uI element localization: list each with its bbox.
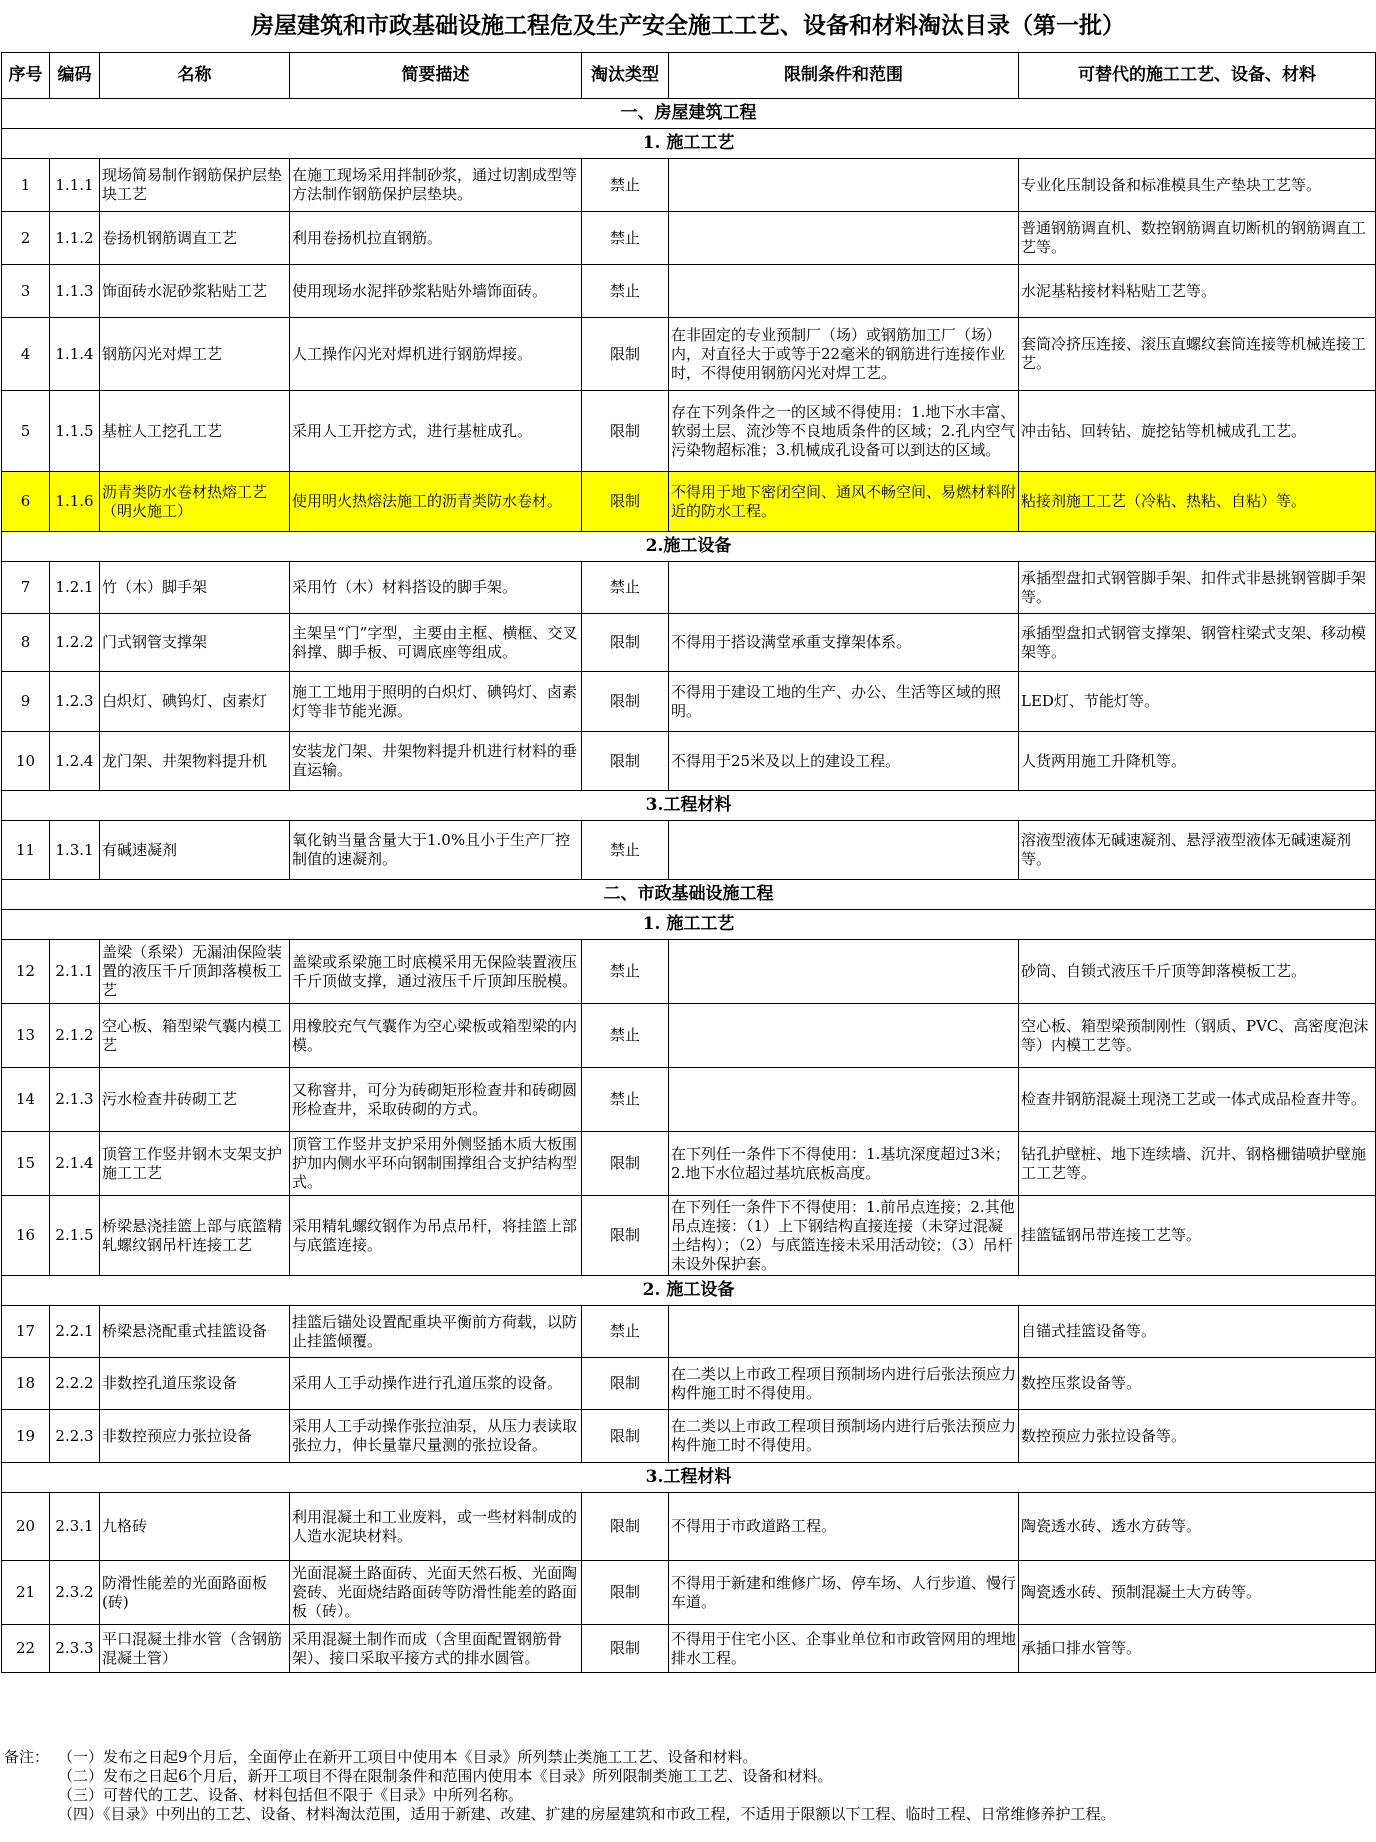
group-heading: 2. 施工设备 xyxy=(2,1276,1376,1306)
table-row xyxy=(2,672,1376,732)
cell-alt: 普通钢筋调直机、数控钢筋调直切断机的钢筋调直工艺等。 xyxy=(1019,212,1376,265)
table-row xyxy=(2,562,1376,614)
cell-desc: 用橡胶充气气囊作为空心梁板或箱型梁的内模。 xyxy=(290,1004,582,1068)
group-row xyxy=(2,910,1376,940)
section-heading: 一、房屋建筑工程 xyxy=(2,99,1376,129)
cell-alt: 专业化压制设备和标准模具生产垫块工艺等。 xyxy=(1019,159,1376,212)
cell-name: 平口混凝土排水管（含钢筋混凝土管） xyxy=(100,1625,290,1673)
cell-no: 20 xyxy=(2,1493,50,1561)
cell-desc: 采用精轧螺纹钢作为吊点吊杆，将挂篮上部与底篮连接。 xyxy=(290,1196,582,1276)
cell-alt: 冲击钻、回转钻、旋挖钻等机械成孔工艺。 xyxy=(1019,391,1376,472)
cell-no: 5 xyxy=(2,391,50,472)
cell-limit xyxy=(669,159,1019,212)
table-row xyxy=(2,1625,1376,1673)
cell-type: 限制 xyxy=(582,614,669,672)
cell-type: 禁止 xyxy=(582,212,669,265)
cell-no: 8 xyxy=(2,614,50,672)
cell-name: 桥梁悬浇配重式挂篮设备 xyxy=(100,1306,290,1358)
cell-code: 1.1.6 xyxy=(50,472,100,532)
section-row xyxy=(2,99,1376,129)
cell-type: 限制 xyxy=(582,1132,669,1196)
cell-name: 龙门架、井架物料提升机 xyxy=(100,732,290,791)
cell-limit: 在非固定的专业预制厂（场）或钢筋加工厂（场）内，对直径大于或等于22毫米的钢筋进行连接作业时，不得使用钢筋闪光对焊工艺。 xyxy=(669,318,1019,391)
cell-type: 限制 xyxy=(582,1410,669,1463)
table-row xyxy=(2,1132,1376,1196)
cell-limit xyxy=(669,265,1019,318)
note-item: （一）发布之日起9个月后，全面停止在新开工项目中使用本《目录》所列禁止类施工工艺、设备和材料。 xyxy=(58,1748,758,1766)
cell-type: 限制 xyxy=(582,672,669,732)
cell-type: 禁止 xyxy=(582,265,669,318)
group-heading: 3.工程材料 xyxy=(2,791,1376,821)
cell-type: 禁止 xyxy=(582,562,669,614)
cell-code: 1.1.3 xyxy=(50,265,100,318)
table-row xyxy=(2,1358,1376,1410)
cell-no: 2 xyxy=(2,212,50,265)
cell-desc: 光面混凝土路面砖、光面天然石板、光面陶瓷砖、光面烧结路面砖等防滑性能差的路面板（砖）。 xyxy=(290,1561,582,1625)
table-row xyxy=(2,1493,1376,1561)
cell-name: 污水检查井砖砌工艺 xyxy=(100,1068,290,1132)
cell-type: 禁止 xyxy=(582,821,669,880)
cell-code: 1.1.5 xyxy=(50,391,100,472)
cell-no: 11 xyxy=(2,821,50,880)
cell-desc: 安装龙门架、井架物料提升机进行材料的垂直运输。 xyxy=(290,732,582,791)
cell-desc: 使用明火热熔法施工的沥青类防水卷材。 xyxy=(290,472,582,532)
note-item: （二）发布之日起6个月后，新开工项目不得在限制条件和范围内使用本《目录》所列限制类施工工艺、设备和材料。 xyxy=(58,1767,833,1785)
table-row xyxy=(2,1196,1376,1276)
cell-no: 22 xyxy=(2,1625,50,1673)
cell-type: 禁止 xyxy=(582,1004,669,1068)
cell-name: 门式钢管支撑架 xyxy=(100,614,290,672)
cell-limit xyxy=(669,1004,1019,1068)
cell-no: 3 xyxy=(2,265,50,318)
cell-limit: 不得用于地下密闭空间、通风不畅空间、易燃材料附近的防水工程。 xyxy=(669,472,1019,532)
cell-no: 15 xyxy=(2,1132,50,1196)
table-row xyxy=(2,821,1376,880)
table-row xyxy=(2,391,1376,472)
cell-type: 禁止 xyxy=(582,159,669,212)
cell-type: 限制 xyxy=(582,732,669,791)
header-no: 序号 xyxy=(2,53,50,99)
cell-no: 6 xyxy=(2,472,50,532)
cell-desc: 人工操作闪光对焊机进行钢筋焊接。 xyxy=(290,318,582,391)
table-row xyxy=(2,614,1376,672)
cell-code: 2.1.5 xyxy=(50,1196,100,1276)
section-row xyxy=(2,880,1376,910)
header-desc: 简要描述 xyxy=(290,53,582,99)
notes xyxy=(4,1748,1372,1824)
cell-alt: 数控压浆设备等。 xyxy=(1019,1358,1376,1410)
cell-code: 2.3.2 xyxy=(50,1561,100,1625)
table-row xyxy=(2,732,1376,791)
header-limit: 限制条件和范围 xyxy=(669,53,1019,99)
group-row xyxy=(2,532,1376,562)
table-row xyxy=(2,318,1376,391)
cell-code: 2.3.1 xyxy=(50,1493,100,1561)
cell-alt: 套筒冷挤压连接、滚压直螺纹套筒连接等机械连接工艺。 xyxy=(1019,318,1376,391)
cell-no: 4 xyxy=(2,318,50,391)
cell-alt: 自锚式挂篮设备等。 xyxy=(1019,1306,1376,1358)
cell-type: 限制 xyxy=(582,318,669,391)
cell-desc: 利用卷扬机拉直钢筋。 xyxy=(290,212,582,265)
cell-alt: 溶液型液体无碱速凝剂、悬浮液型液体无碱速凝剂等。 xyxy=(1019,821,1376,880)
cell-code: 1.2.3 xyxy=(50,672,100,732)
cell-limit xyxy=(669,562,1019,614)
table-row xyxy=(2,159,1376,212)
group-row xyxy=(2,791,1376,821)
cell-code: 1.1.4 xyxy=(50,318,100,391)
cell-code: 1.1.2 xyxy=(50,212,100,265)
cell-code: 2.1.4 xyxy=(50,1132,100,1196)
cell-name: 顶管工作竖井钢木支架支护施工工艺 xyxy=(100,1132,290,1196)
table-row xyxy=(2,940,1376,1004)
cell-desc: 采用竹（木）材料搭设的脚手架。 xyxy=(290,562,582,614)
group-heading: 1. 施工工艺 xyxy=(2,129,1376,159)
cell-limit: 存在下列条件之一的区域不得使用：1.地下水丰富、软弱土层、流沙等不良地质条件的区域；2.孔内空气污染物超标准；3.机械成孔设备可以到达的区域。 xyxy=(669,391,1019,472)
cell-desc: 盖梁或系梁施工时底模采用无保险装置液压千斤顶做支撑，通过液压千斤顶卸压脱模。 xyxy=(290,940,582,1004)
cell-desc: 氧化钠当量含量大于1.0%且小于生产厂控制值的速凝剂。 xyxy=(290,821,582,880)
header-row xyxy=(2,53,1376,99)
cell-type: 限制 xyxy=(582,1625,669,1673)
section-heading: 二、市政基础设施工程 xyxy=(2,880,1376,910)
cell-name: 白炽灯、碘钨灯、卤素灯 xyxy=(100,672,290,732)
cell-code: 2.1.2 xyxy=(50,1004,100,1068)
cell-desc: 采用混凝土制作而成（含里面配置钢筋骨架）、接口采取平接方式的排水圆管。 xyxy=(290,1625,582,1673)
cell-no: 19 xyxy=(2,1410,50,1463)
cell-limit xyxy=(669,1306,1019,1358)
cell-type: 限制 xyxy=(582,391,669,472)
cell-code: 2.3.3 xyxy=(50,1625,100,1673)
cell-name: 钢筋闪光对焊工艺 xyxy=(100,318,290,391)
cell-alt: 承插型盘扣式钢管支撑架、钢管柱梁式支架、移动模架等。 xyxy=(1019,614,1376,672)
cell-type: 限制 xyxy=(582,1561,669,1625)
cell-limit: 在下列任一条件下不得使用：1.前吊点连接；2.其他吊点连接：（1）上下钢结构直接连接（未穿过混凝土结构）；（2）与底篮连接未采用活动铰；（3）吊杆未设外保护套。 xyxy=(669,1196,1019,1276)
note-item: （三）可替代的工艺、设备、材料包括但不限于《目录》中所列名称。 xyxy=(58,1786,524,1804)
cell-name: 基桩人工挖孔工艺 xyxy=(100,391,290,472)
header-type: 淘汰类型 xyxy=(582,53,669,99)
cell-desc: 挂篮后锚处设置配重块平衡前方荷载，以防止挂篮倾覆。 xyxy=(290,1306,582,1358)
cell-name: 卷扬机钢筋调直工艺 xyxy=(100,212,290,265)
table-row xyxy=(2,212,1376,265)
cell-type: 禁止 xyxy=(582,1306,669,1358)
cell-alt: LED灯、节能灯等。 xyxy=(1019,672,1376,732)
group-heading: 2.施工设备 xyxy=(2,532,1376,562)
cell-desc: 顶管工作竖井支护采用外侧竖插木质大板围护加内侧水平环向钢制围撑组合支护结构型式。 xyxy=(290,1132,582,1196)
notes-label: 备注： xyxy=(4,1748,50,1766)
cell-name: 饰面砖水泥砂浆粘贴工艺 xyxy=(100,265,290,318)
cell-alt: 钻孔护壁桩、地下连续墙、沉井、钢格栅锚喷护壁施工工艺等。 xyxy=(1019,1132,1376,1196)
cell-name: 非数控孔道压浆设备 xyxy=(100,1358,290,1410)
cell-limit xyxy=(669,940,1019,1004)
cell-desc: 在施工现场采用拌制砂浆，通过切割成型等方法制作钢筋保护层垫块。 xyxy=(290,159,582,212)
header-name: 名称 xyxy=(100,53,290,99)
cell-code: 1.2.4 xyxy=(50,732,100,791)
cell-alt: 水泥基粘接材料粘贴工艺等。 xyxy=(1019,265,1376,318)
cell-limit: 不得用于新建和维修广场、停车场、人行步道、慢行车道。 xyxy=(669,1561,1019,1625)
table-row xyxy=(2,1410,1376,1463)
cell-name: 有碱速凝剂 xyxy=(100,821,290,880)
cell-alt: 空心板、箱型梁预制刚性（钢质、PVC、高密度泡沫等）内模工艺等。 xyxy=(1019,1004,1376,1068)
cell-desc: 利用混凝土和工业废料，或一些材料制成的人造水泥块材料。 xyxy=(290,1493,582,1561)
cell-limit: 不得用于建设工地的生产、办公、生活等区域的照明。 xyxy=(669,672,1019,732)
cell-alt: 挂篮锰钢吊带连接工艺等。 xyxy=(1019,1196,1376,1276)
cell-limit: 在二类以上市政工程项目预制场内进行后张法预应力构件施工时不得使用。 xyxy=(669,1358,1019,1410)
cell-no: 14 xyxy=(2,1068,50,1132)
cell-code: 2.2.3 xyxy=(50,1410,100,1463)
cell-desc: 施工工地用于照明的白炽灯、碘钨灯、卤素灯等非节能光源。 xyxy=(290,672,582,732)
cell-limit: 在下列任一条件下不得使用：1.基坑深度超过3米；2.地下水位超过基坑底板高度。 xyxy=(669,1132,1019,1196)
cell-type: 限制 xyxy=(582,1493,669,1561)
header-alt: 可替代的施工工艺、设备、材料 xyxy=(1019,53,1376,99)
cell-no: 12 xyxy=(2,940,50,1004)
cell-alt: 砂筒、自锁式液压千斤顶等卸落模板工艺。 xyxy=(1019,940,1376,1004)
cell-alt: 承插口排水管等。 xyxy=(1019,1625,1376,1673)
cell-limit: 不得用于搭设满堂承重支撑架体系。 xyxy=(669,614,1019,672)
group-heading: 3.工程材料 xyxy=(2,1463,1376,1493)
cell-code: 1.1.1 xyxy=(50,159,100,212)
cell-limit: 不得用于市政道路工程。 xyxy=(669,1493,1019,1561)
cell-desc: 采用人工手动操作张拉油泵，从压力表读取张拉力，伸长量靠尺量测的张拉设备。 xyxy=(290,1410,582,1463)
table-row xyxy=(2,1306,1376,1358)
cell-name: 防滑性能差的光面路面板(砖) xyxy=(100,1561,290,1625)
table-row xyxy=(2,1004,1376,1068)
cell-code: 1.2.2 xyxy=(50,614,100,672)
group-row xyxy=(2,1463,1376,1493)
cell-alt: 检查井钢筋混凝土现浇工艺或一体式成品检查井等。 xyxy=(1019,1068,1376,1132)
cell-desc: 使用现场水泥拌砂浆粘贴外墙饰面砖。 xyxy=(290,265,582,318)
cell-no: 21 xyxy=(2,1561,50,1625)
cell-type: 限制 xyxy=(582,472,669,532)
cell-name: 非数控预应力张拉设备 xyxy=(100,1410,290,1463)
cell-limit: 不得用于住宅小区、企事业单位和市政管网用的埋地排水工程。 xyxy=(669,1625,1019,1673)
table-row xyxy=(2,265,1376,318)
cell-name: 九格砖 xyxy=(100,1493,290,1561)
cell-name: 盖梁（系梁）无漏油保险装置的液压千斤顶卸落模板工艺 xyxy=(100,940,290,1004)
cell-type: 限制 xyxy=(582,1196,669,1276)
cell-limit xyxy=(669,1068,1019,1132)
cell-desc: 又称窨井，可分为砖砌矩形检查井和砖砌圆形检查井，采取砖砌的方式。 xyxy=(290,1068,582,1132)
table-row xyxy=(2,1068,1376,1132)
cell-limit: 不得用于25米及以上的建设工程。 xyxy=(669,732,1019,791)
cell-no: 10 xyxy=(2,732,50,791)
cell-no: 1 xyxy=(2,159,50,212)
cell-alt: 承插型盘扣式钢管脚手架、扣件式非悬挑钢管脚手架等。 xyxy=(1019,562,1376,614)
cell-alt: 陶瓷透水砖、预制混凝土大方砖等。 xyxy=(1019,1561,1376,1625)
cell-alt: 人货两用施工升降机等。 xyxy=(1019,732,1376,791)
cell-code: 2.2.2 xyxy=(50,1358,100,1410)
cell-name: 桥梁悬浇挂篮上部与底篮精轧螺纹钢吊杆连接工艺 xyxy=(100,1196,290,1276)
cell-code: 2.1.1 xyxy=(50,940,100,1004)
cell-name: 沥青类防水卷材热熔工艺（明火施工） xyxy=(100,472,290,532)
cell-type: 限制 xyxy=(582,1358,669,1410)
cell-alt: 粘接剂施工工艺（冷粘、热粘、自粘）等。 xyxy=(1019,472,1376,532)
group-heading: 1. 施工工艺 xyxy=(2,910,1376,940)
catalog-table xyxy=(1,52,1376,1673)
cell-code: 2.1.3 xyxy=(50,1068,100,1132)
cell-name: 竹（木）脚手架 xyxy=(100,562,290,614)
cell-name: 空心板、箱型梁气囊内模工艺 xyxy=(100,1004,290,1068)
cell-name: 现场简易制作钢筋保护层垫块工艺 xyxy=(100,159,290,212)
cell-type: 禁止 xyxy=(582,1068,669,1132)
cell-limit: 在二类以上市政工程项目预制场内进行后张法预应力构件施工时不得使用。 xyxy=(669,1410,1019,1463)
cell-code: 1.2.1 xyxy=(50,562,100,614)
group-row xyxy=(2,129,1376,159)
cell-no: 17 xyxy=(2,1306,50,1358)
table-row xyxy=(2,1561,1376,1625)
cell-desc: 采用人工手动操作进行孔道压浆的设备。 xyxy=(290,1358,582,1410)
cell-code: 1.3.1 xyxy=(50,821,100,880)
cell-no: 9 xyxy=(2,672,50,732)
header-code: 编码 xyxy=(50,53,100,99)
cell-alt: 陶瓷透水砖、透水方砖等。 xyxy=(1019,1493,1376,1561)
note-item: （四）《目录》中列出的工艺、设备、材料淘汰范围，适用于新建、改建、扩建的房屋建筑和市政工程，不适用于限额以下工程、临时工程、日常维修养护工程。 xyxy=(58,1805,1116,1823)
cell-no: 13 xyxy=(2,1004,50,1068)
cell-alt: 数控预应力张拉设备等。 xyxy=(1019,1410,1376,1463)
cell-type: 禁止 xyxy=(582,940,669,1004)
cell-no: 18 xyxy=(2,1358,50,1410)
cell-limit xyxy=(669,212,1019,265)
cell-no: 16 xyxy=(2,1196,50,1276)
cell-desc: 主架呈“门”字型，主要由主框、横框、交叉斜撑、脚手板、可调底座等组成。 xyxy=(290,614,582,672)
cell-no: 7 xyxy=(2,562,50,614)
cell-limit xyxy=(669,821,1019,880)
cell-desc: 采用人工开挖方式，进行基桩成孔。 xyxy=(290,391,582,472)
page-title: 房屋建筑和市政基础设施工程危及生产安全施工工艺、设备和材料淘汰目录（第一批） xyxy=(251,12,1125,39)
group-row xyxy=(2,1276,1376,1306)
cell-code: 2.2.1 xyxy=(50,1306,100,1358)
table-row xyxy=(2,472,1376,532)
